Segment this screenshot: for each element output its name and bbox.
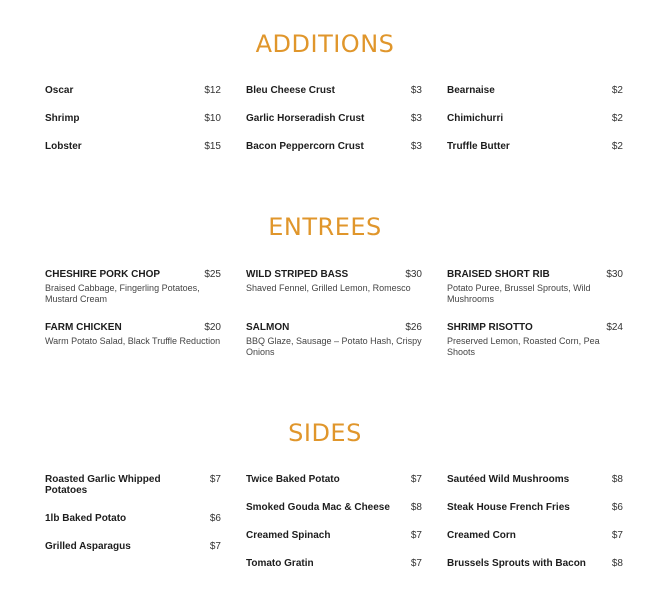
menu-item [45,541,221,552]
item-name: Steak House French Fries [447,502,570,513]
menu-item [447,502,623,513]
menu-item [45,113,221,124]
item-name: Lobster [45,141,82,152]
item-name: SHRIMP RISOTTO [447,322,533,333]
menu-item [246,530,422,541]
item-name: 1lb Baked Potato [45,513,127,524]
menu-item [246,322,422,358]
item-name: BRAISED SHORT RIB [447,269,550,280]
item-name: FARM CHICKEN [45,322,122,333]
item-price: $7 [611,530,623,541]
menu-item [447,322,623,358]
menu-item [246,502,422,513]
item-name: Chimichurri [447,113,504,124]
item-name: Bacon Peppercorn Crust [246,141,364,152]
item-price: $26 [405,322,422,333]
item-price: $3 [410,85,422,96]
item-price: $6 [611,502,623,513]
item-price: $15 [204,141,221,152]
menu-item [45,513,221,524]
item-price: $24 [606,322,623,333]
item-name: Twice Baked Potato [246,474,340,485]
item-name: Shrimp [45,113,80,124]
menu-item [45,269,221,305]
item-name: CHESHIRE PORK CHOP [45,269,161,280]
item-name: Smoked Gouda Mac & Cheese [246,502,390,513]
item-name: Creamed Corn [447,530,516,541]
menu-item [246,558,422,569]
sides-title: SIDES [288,419,362,447]
item-name: Brussels Sprouts with Bacon [447,558,586,569]
item-name: Bearnaise [447,85,495,96]
item-name: Roasted Garlic Whipped Potatoes [45,474,161,496]
item-name: Tomato Gratin [246,558,314,569]
item-price: $7 [209,541,221,552]
item-description: Preserved Lemon, Roasted Corn, Pea Shoots [447,336,600,357]
menu-item [447,113,623,124]
menu-item [45,141,221,152]
menu-item [246,85,422,96]
item-price: $30 [405,269,422,280]
item-description: Braised Cabbage, Fingerling Potatoes, Mustard Cream [45,283,200,304]
item-price: $25 [204,269,221,280]
menu-item [246,474,422,485]
item-price: $8 [611,558,623,569]
item-price: $20 [204,322,221,333]
item-price: $3 [410,141,422,152]
item-price: $6 [209,513,221,524]
menu-item [447,530,623,541]
item-name: WILD STRIPED BASS [246,269,349,280]
item-name: Oscar [45,85,74,96]
menu-item [45,85,221,96]
item-price: $2 [611,85,623,96]
item-name: Creamed Spinach [246,530,331,541]
menu-item [447,141,623,152]
item-description: BBQ Glaze, Sausage – Potato Hash, Crispy Onions [246,336,422,357]
item-price: $3 [410,113,422,124]
item-price: $8 [410,502,422,513]
additions-title: ADDITIONS [255,30,395,58]
item-name: Garlic Horseradish Crust [246,113,365,124]
menu-item [447,474,623,485]
menu-item [447,269,623,305]
item-price: $7 [410,558,422,569]
item-price: $2 [611,113,623,124]
menu-item [447,558,623,569]
item-description: Potato Puree, Brussel Sprouts, Wild Mushrooms [447,283,591,304]
menu-item [45,474,221,496]
item-price: $7 [410,530,422,541]
item-price: $2 [611,141,623,152]
menu-item [246,113,422,124]
item-name: Truffle Butter [447,141,510,152]
menu-item [246,141,422,152]
item-name: Bleu Cheese Crust [246,85,335,96]
menu-item [447,85,623,96]
item-description: Warm Potato Salad, Black Truffle Reduction [45,336,221,346]
menu-item [45,322,221,347]
item-price: $12 [204,85,221,96]
item-description: Shaved Fennel, Grilled Lemon, Romesco [246,283,411,293]
item-name: SALMON [246,322,290,333]
item-price: $8 [611,474,623,485]
item-name: Grilled Asparagus [45,541,131,552]
item-price: $7 [410,474,422,485]
menu-item [246,269,422,294]
item-price: $7 [209,474,221,485]
entrees-title: ENTREES [268,213,382,241]
item-price: $30 [606,269,623,280]
item-price: $10 [204,113,221,124]
item-name: Sautéed Wild Mushrooms [447,474,570,485]
